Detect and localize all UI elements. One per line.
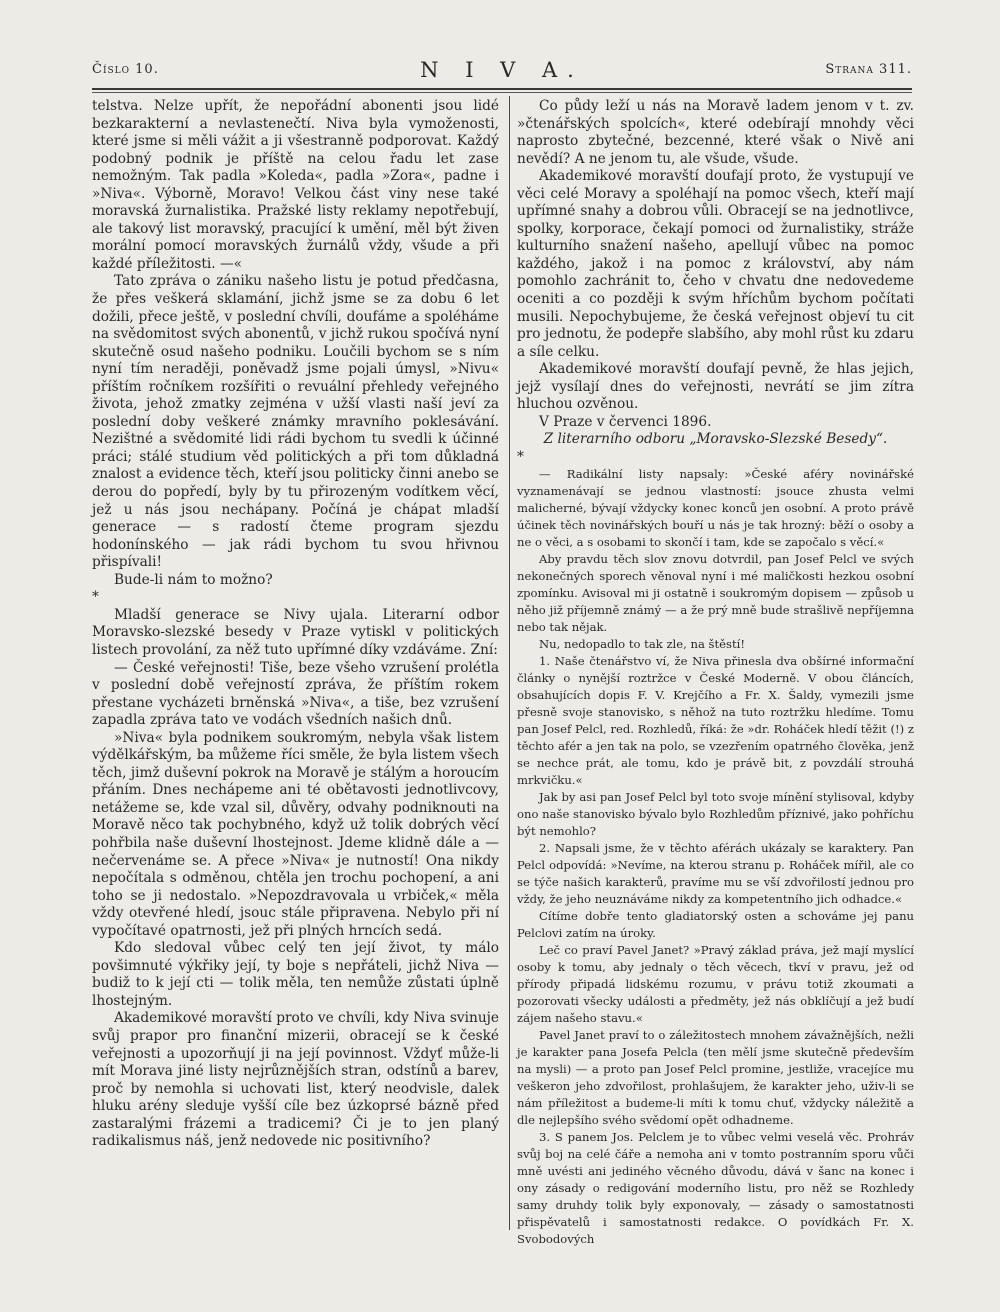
paragraph: Aby pravdu těch slov znovu dotvrdil, pan Josef Pelcl ve svých nekonečných sporech věnoval nyní i mé maličkosti hezkou osobní zpomínku. Avisoval mi ji ostatně i soukromým dopisem — způsob u něho již příjemně známý — a že prý mně bude strašlivě nepříjemna nebo tak nějak. [517,552,914,635]
signature: Z literarního odboru „Moravsko-Slezské Besedy“. [543,431,888,448]
page-header [92,58,912,90]
paragraph: 2. Napsali jsme, že v těchto aférách ukázaly se karaktery. Pan Pelcl odpovídá: »Nevíme, na kterou stranu p. Roháček mířil, ale co se týče našich karakterů, pravíme mu se vší zdvořilostí jednou pro vždy, že jeho neuznáváme nikdy za kompetentního jich odhadce.« [517,841,914,907]
column-divider [509,96,510,1230]
header-rule-thin [92,92,912,93]
section-asterisk: * [92,589,99,606]
paragraph: 1. Naše čtenářstvo ví, že Niva přinesla dva obšírné informační články o nynější roztržce v České Moderně. V obou článcích, obsahujících dopis F. V. Krejčího a Fr. X. Šaldy, vymezili jsme přesně svoje stanovisko, s něhož na tuto roztržku hledíme. Tomu pan Josef Pelcl, red. Rozhledů, říká: že »dr. Roháček hledí těžit (!) z těchto afér a jen tak na polo, se vzezřením opatrného člověka, jenž se nechce prát, ale tomu, kdo je právě bit, z povzdálí strouhá mrkvičku.« [517,654,914,788]
issue-number: Číslo 10. [92,62,159,77]
dateline: V Praze v červenci 1896. [539,413,712,430]
paragraph: Akademikové moravští proto ve chvíli, kdy Niva svinuje svůj prapor pro finanční mizerii, obracejí se k české veřejnosti a upozorňují ji na její povinnost. Vždyť může-li mít Morava jiné listy nejrůznějších stran, odstínů a barev, proč by nemohla si uchovati list, který neodvisle, dalek hluku arény sleduje vyšší cíle bez úzkoprsé bázně před zastaralými frázemi a tradicemi? Či je to jen planý radikalismus náš, jenž nedovede nic positivního? [92,1010,499,1150]
section-asterisk: * [517,448,524,465]
header-rule [92,88,912,90]
page-number: Strana 311. [825,62,912,77]
right-column [517,98,914,1247]
left-column [92,98,499,1238]
paragraph: Akademikové moravští doufají pevně, že hlas jejich, jejž vysílají dnes do veřejnosti, nevrátí se jim zítra hluchou ozvěnou. [517,361,914,413]
appeal-continuation [517,98,914,466]
paragraph: »Niva« byla podnikem soukromým, nebyla však listem výdělkářským, ba můžeme říci směle, že byla listem všech těch, jimž duševní pokrok na Moravě je stálým a horoucím přáním. Dnes nechápeme ani té obětavosti jednotlivcovy, netážeme se, kde vzal sil, důvěry, odvahy podniknouti na Moravě něco tak pochybného, když už tolik dobrých věcí pohřbila naše duševní lhostejnost. Jdeme klidně dále a — nečervenáme se. A přece »Niva« je nutností! Ona nikdy nepočítala s odměnou, chtěla jen trochu pochopení, a ani toho se ji nedostalo. »Nepozdravovala u vrbiček,« měla vždy otevřené hledí, jsouc stále připravena. Nebylo při ní vypočítavé opatrnosti, jež při plných hrncích sedá. [92,729,499,939]
paragraph: Akademikové moravští doufají proto, že vystupují ve věci celé Moravy a spoléhají na pomoc všech, kteří mají upřímné snahy a dobrou vůli. Obracejí se na jednotlivce, spolky, korporace, čekají pomoci od žurnalistiky, stráže kulturního snažení našeho, apellují vůbec na pomoc každého, jakož i na pomoc z království, aby nám pomohlo zachránit to, čeho v chvatu dne nedovedeme oceniti a co později k svým hříchům bychom počítati musili. Nepochybujeme, že česká veřejnost objeví tu cit pro jednotu, že podepře slabšího, aby mohl růst ku zdaru a síle celku. [517,168,914,360]
paragraph: Co půdy leží u nás na Moravě ladem jenom v t. zv. »čtenářských spolcích«, které odebírají mnohdy věci naprosto zbytečné, bezcenné, které však o Nivě ani nevědí? A ne jenom tu, ale všude, všude. [517,98,914,167]
paragraph: Pavel Janet praví to o záležitostech mnohem závažnějších, nežli je karakter pana Josefa Pelcla (ten mělí jsme skutečně především na mysli) — a proto pan Josef Pelcl promine, jestliže, vracejíce mu veškeron jeho zdvořilost, prohlašujem, že karakter jeho, uživ-li se nám příležitost a budeme-li míti k tomu chuť, vždycky náležitě a dle nejlepšího svého svědomí opět odhadneme. [517,1028,914,1128]
paragraph: Bude-li nám to možno? [114,571,273,588]
paragraph: Leč co praví Pavel Janet? »Pravý základ práva, jež mají myslící osoby k tomu, aby jednaly o těch věcech, tkví v pravu, jež od přírody připadá lidskému rozumu, v právu totiž zkoumati a pozorovati všecky události a předměty, jež nás obklíčují a jež budí zájem našeho stavu.« [517,943,914,1026]
paragraph: Tato zpráva o zániku našeho listu je potud předčasna, že přes veškerá sklamání, jichž jsme se za dobu 6 let dožili, přece ještě, v poslední chvíli, doufáme a spoléháme na svědomitost svých abonentů, v jichž rukou spočívá nyní skutečně osud našeho podniku. Loučili bychom se s ním nyní tím neraději, poněvadž jsme pojali úmysl, »Nivu« příštím ročníkem rozšířiti o revuální přehledy veřejného života, jehož zmatky zejména v užší vlasti naší jeví za poslední doby veškeré známky mravního poklesávání. Nezištné a svědomité lidi rádi bychom tu svedli k účinné práci; stálé studium věd politických a při tom důkladná znalost a evidence těch, kteří jsou politicky činni anebo se derou do popředí, byly by tu přirozeným vodítkem věcí, jež u nás jsou nechápany. Počíná je chápat mladší generace — s radostí čteme program sjezdu hodonínského — jak rádi bychom tu svou hřivnou přispívali! [92,273,499,571]
paragraph: Jak by asi pan Josef Pelcl byl toto svoje mínění stylisoval, kdyby ono naše stanovisko bývalo bylo Rozhledům příznivé, jako pohříchu být nemohlo? [517,790,914,839]
paragraph: telstva. Nelze upřít, že nepořádní abonenti jsou lidé bezkarakterní a nevlastenečtí. Niva byla vymoženosti, které jsme si měli vážit a ji všestranně podporovat. Každý podobný podnik je příště na celou řadu let zase nemožným. Tak padla »Koleda«, padla »Zora«, padne i »Niva«. Výborně, Moravo! Velkou část viny nese také moravská žurnalistika. Pražské listy reklamy nepotřebují, ale takový list moravský, pracující k umění, měl být živen morální pomocí moravských žurnálů vždy, všude a při každé příležitosti. —« [92,98,499,272]
polemic-section [517,466,914,1248]
paragraph: Mladší generace se Nivy ujala. Literarní odbor Moravsko-slezské besedy v Praze vytiskl v politických listech provolání, za něž tuto upřímné díky vzdáváme. Zní: [92,606,499,658]
appeal-paragraph: — České veřejnosti! Tiše, beze všeho vzrušení prolétla v poslední době veřejností zpráva, že příštím rokem přestane vycházeti brněnská »Niva«, a tiše, bez vzrušení zapadla zpráva tato ve vodách všedních našich dnů. [92,659,499,729]
paragraph: 3. S panem Jos. Pelclem je to vůbec velmi veselá věc. Prohráv svůj boj na celé čáře a nemoha ani v tomto postranním sporu vůči mně uvésti ani jediného věcného důvodu, dává v šanc na konec i ony zásady o redigování moderního listu, pro něž se Rozhledy samy druhdy tolik byly exponovaly, — zásady o samostatnosti přispěvatelů i samostatnosti redakce. O povídkách Fr. X. Svobodových [517,1130,914,1247]
paragraph: — Radikální listy napsaly: »České aféry novinářské vyznamenávají se jednou vlastností: jsouce zhusta velmi malicherné, bývají vždycky konec konců jen osobní. A proto právě účinek těch novinářských bouří u nás je tak hrozný: běží o osoby a ne o věci, a s osobami to skončí i tam, kde se započalo s věcí.« [517,467,914,550]
journal-title: N I V A. [420,58,584,82]
paragraph: Cítíme dobře tento gladiatorský osten a schováme jej panu Pelclovi zatím na úroky. [517,909,914,941]
paragraph: Kdo sledoval vůbec celý ten její život, ty málo povšimnuté výkřiky její, ty boje s nepřáteli, jichž Niva — budiž to k její cti — tolik měla, ten nemůže zůstati úplně lhostejným. [92,940,499,1009]
paragraph: Nu, nedopadlo to tak zle, na štěstí! [539,637,746,652]
